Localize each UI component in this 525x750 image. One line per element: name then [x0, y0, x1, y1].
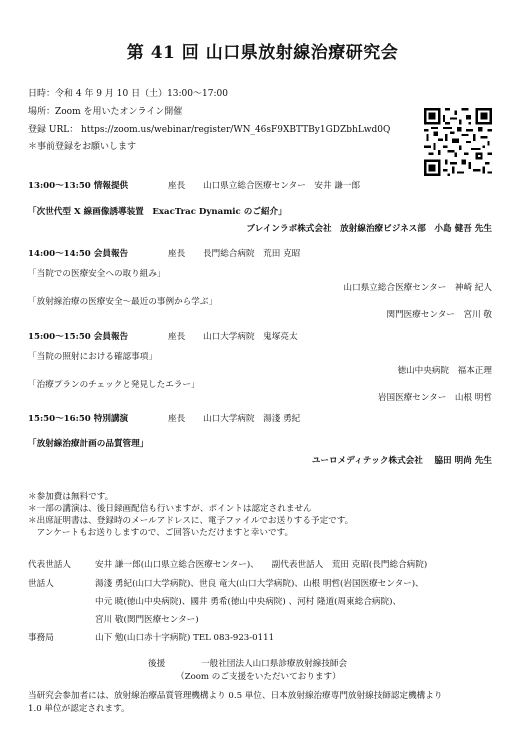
session-3-chair: 山口大学病院 鬼塚亮太: [203, 332, 298, 342]
rep-label: 代表世話人: [28, 560, 71, 570]
preregistration-note: ＊事前登録をお願いします: [28, 142, 137, 152]
footer-line-1: 当研究会参加者には、放射線治療品質管理機構より 0.5 単位、日本放射線治療専門放射線技師認定機構より: [28, 691, 443, 701]
session-3-talk-2-speaker: 岩国医療センター 山根 明哲: [377, 393, 492, 403]
note-fee: ＊参加費は無料です。: [28, 492, 114, 502]
rep-names: 安井 謙一郎(山口県立総合医療センター)、 副代表世話人 荒田 克昭(長門総合病院): [95, 560, 428, 570]
session-3-talk-2-title: 「治療プランのチェックと発見したエラー」: [28, 380, 200, 390]
note-recording: ＊一部の講演は、後日録画配信も行いますが、ポイントは認定されません: [28, 504, 312, 514]
office-contact: 山下 勉(山口赤十字病院) TEL 083-923-0111: [95, 633, 275, 643]
session-3-chair-label: 座長: [168, 332, 186, 342]
session-3-talk-1-speaker: 徳山中央病院 福本正理: [397, 366, 492, 376]
members-label: 世話人: [28, 579, 54, 589]
note-certificate: ＊出席証明書は、登録時のメールアドレスに、電子ファイルでお送りする予定です。: [28, 516, 354, 526]
session-2-chair-label: 座長: [168, 249, 186, 259]
registration-url[interactable]: 登録 URL： https://zoom.us/webinar/register/WN_46sF9XBTTBy1GDZbhLwd0Q: [28, 125, 391, 135]
members-line-1: 湯淺 勇紀(山口大学病院)、世良 竜大(山口大学病院)、山根 明哲(岩国医療センター)、: [95, 579, 424, 589]
members-line-2: 中元 暁(徳山中央病院)、國井 勇希(徳山中央病院) 、河村 隆道(周東総合病院)、: [95, 597, 402, 607]
session-2-talk-2-title: 「放射線治療の医療安全～最近の事例から学ぶ」: [28, 297, 218, 307]
session-1-chair: 山口県立総合医療センター 安井 謙一郎: [203, 181, 361, 191]
session-4-talk-1-speaker: ユーロメディテック株式会社 脇田 明尚 先生: [311, 456, 492, 466]
sponsor-support: （Zoom のご支援をいただいております）: [176, 672, 341, 682]
session-1-time: 13:00～13:50 情報提供: [28, 181, 129, 191]
session-2-talk-1-title: 「当院での医療安全への取り組み」: [28, 269, 166, 279]
session-2-talk-2-speaker: 関門医療センター 宮川 敬: [386, 310, 492, 320]
event-date: 日時：令和 4 年 9 月 10 日（土）13:00～17:00: [28, 89, 228, 99]
session-1-talk-1-title: 「次世代型 X 線画像誘導装置 ExacTrac Dynamic のご紹介」: [28, 207, 287, 217]
session-4-chair-label: 座長: [168, 414, 186, 424]
session-3-talk-1-title: 「当院の照射における確認事項」: [28, 352, 157, 362]
session-2-time: 14:00～14:50 会員報告: [28, 249, 129, 259]
footer-line-2: 1.0 単位が認定されます。: [28, 704, 130, 714]
session-1-talk-1-speaker: ブレインラボ株式会社 放射線治療ビジネス部 小島 健吾 先生: [246, 224, 492, 234]
sponsor-label: 後援: [148, 659, 166, 669]
qr-code-icon[interactable]: [424, 108, 492, 176]
event-place: 場所：Zoom を用いたオンライン開催: [28, 107, 183, 117]
session-4-talk-1-title: 「放射線治療計画の品質管理」: [28, 439, 149, 449]
session-4-time: 15:50～16:50 特別講演: [28, 414, 129, 424]
session-3-time: 15:00～15:50 会員報告: [28, 332, 129, 342]
sponsor-name: 一般社団法人山口県診療放射線技師会: [201, 659, 348, 669]
members-line-3: 宮川 敬(関門医療センター): [95, 615, 199, 625]
office-label: 事務局: [28, 633, 54, 643]
session-2-chair: 長門総合病院 荒田 克昭: [203, 249, 301, 259]
note-survey: アンケートもお送りしますので、ご回答いただけますと幸いです。: [28, 528, 294, 538]
session-4-chair: 山口大学病院 湯淺 勇紀: [203, 414, 301, 424]
page-title: 第 41 回 山口県放射線治療研究会: [126, 43, 399, 63]
session-1-chair-label: 座長: [168, 181, 186, 191]
session-2-talk-1-speaker: 山口県立総合医療センター 神崎 紀人: [343, 283, 492, 293]
